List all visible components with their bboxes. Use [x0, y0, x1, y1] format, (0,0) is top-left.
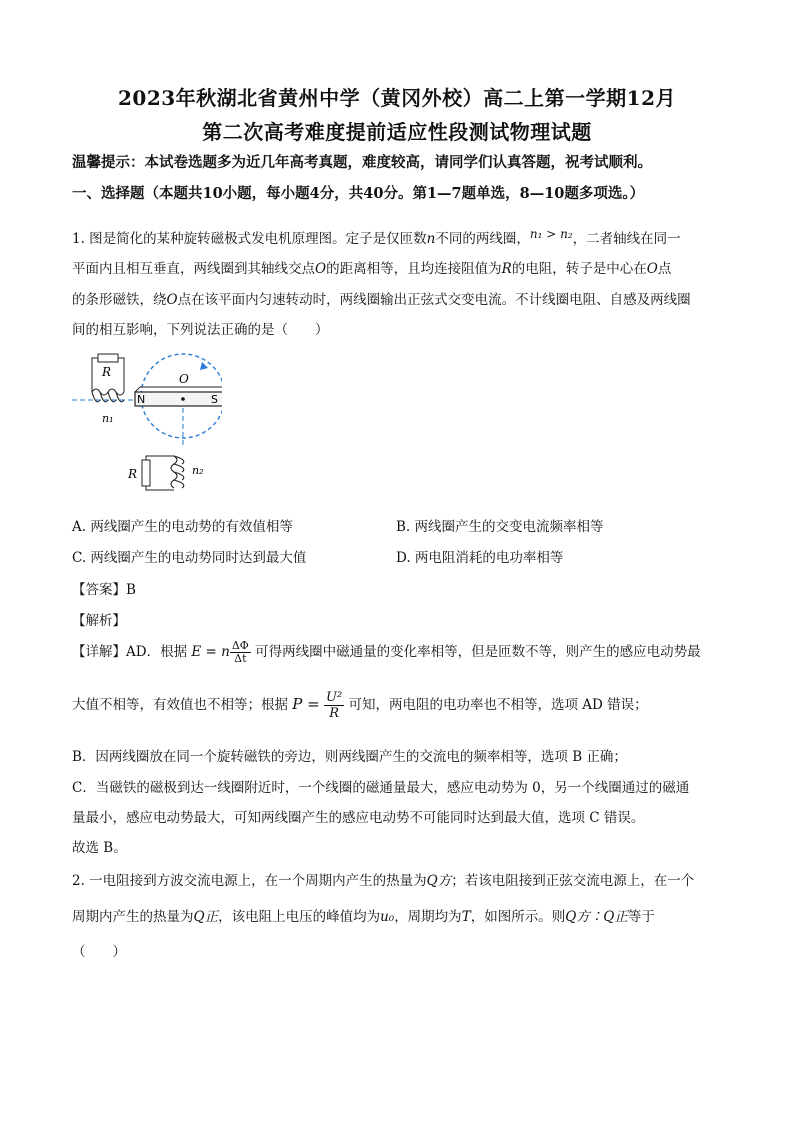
q1-relation: n₁ > n₂	[529, 227, 573, 241]
q1-var-o: O	[315, 261, 327, 277]
coil-n2	[171, 456, 184, 488]
label-n2: n₂	[192, 464, 204, 477]
q1-text: 的电阻，转子是中心在	[511, 261, 647, 277]
page-title-line1: 2023年秋湖北省黄州中学（黄冈外校）高二上第一学期12月	[118, 86, 676, 110]
formula-fraction	[324, 690, 344, 721]
resistor-r1	[98, 354, 118, 362]
q1-text: 1. 图是简化的某种旋转磁极式发电机原理图。定子是仅匝数	[72, 231, 427, 247]
fraction-denominator: Δt	[234, 652, 247, 665]
analysis-label: 【解析】	[72, 613, 126, 629]
generator-figure	[72, 348, 222, 498]
q1-text: 点在该平面内匀速转动时，两线圈输出正弦式交变电流。不计线圈电阻、自感及两线圈	[177, 292, 691, 308]
q1-text: 点	[657, 261, 672, 277]
magnet-pole-n: N	[137, 393, 146, 406]
fraction-numerator: U²	[326, 690, 343, 705]
q2-text: ，如图所示。则	[470, 909, 566, 925]
q1-line1	[72, 227, 681, 247]
q2-var-q-sine: Q正	[193, 909, 219, 925]
page-title-line2: 第二次高考难度提前适应性段测试物理试题	[202, 120, 592, 144]
exam-tip: 温馨提示：本试卷选题多为近几年高考真题，难度较高，请同学们认真答题，祝考试顺利。	[72, 154, 652, 171]
formula-power: P =	[292, 695, 320, 713]
magnet-pole-s: S	[211, 393, 218, 406]
detail-line2	[72, 690, 648, 721]
option-a: A. 两线圈产生的电动势的有效值相等	[72, 519, 293, 535]
q1-var-o: O	[646, 261, 658, 277]
detail-line4: C．当磁铁的磁极到达一线圈附近时，一个线圈的磁通量最大，感应电动势为 0，另一个线圈通过的磁通	[72, 780, 690, 796]
q1-var-r: R	[501, 261, 512, 277]
detail-line6: 故选 B。	[72, 840, 127, 856]
label-r1: R	[102, 365, 112, 379]
pivot-point	[181, 397, 185, 401]
detail-text: 可得两线圈中磁通量的变化率相等，但是匝数不等，则产生的感应电动势最	[255, 644, 701, 660]
q1-text: 不同的两线圈，	[435, 231, 530, 247]
q1-line4: 间的相互影响，下列说法正确的是（ ）	[72, 322, 329, 338]
detail-text: 可知，两电阻的电功率也不相等，选项 AD 错误；	[348, 697, 648, 713]
q2-line3: （ ）	[72, 944, 126, 960]
resistor-r2	[142, 460, 150, 486]
rotation-arrow-icon	[200, 362, 208, 370]
detail-line1	[72, 640, 701, 665]
label-n1: n₁	[102, 412, 114, 425]
option-d: D. 两电阻消耗的电功率相等	[396, 550, 564, 566]
q2-var-u0: u₀	[380, 909, 395, 925]
detail-text: 大值不相等，有效值也不相等；根据	[72, 697, 288, 713]
q1-var-o: O	[166, 292, 178, 308]
q2-line1	[72, 869, 694, 889]
q2-text: 等于	[627, 909, 655, 925]
q2-var-t: T	[461, 909, 471, 925]
q1-text: ，二者轴线在同一	[572, 231, 681, 247]
q2-var-q-square: Q方	[426, 873, 452, 889]
formula-emf: E = n	[191, 644, 230, 660]
label-o: O	[179, 372, 189, 386]
option-b: B. 两线圈产生的交变电流频率相等	[396, 519, 604, 535]
detail-line5: 量最小，感应电动势最大，可知两线圈产生的感应电动势不可能同时达到最大值，选项 C 错误。	[72, 810, 645, 826]
q2-line2	[72, 905, 655, 925]
q2-text: ，该电阻上电压的峰值均为	[218, 909, 381, 925]
q1-line2	[72, 257, 671, 277]
q1-text: 的条形磁铁，绕	[72, 292, 167, 308]
section-heading: 一、选择题（本题共10小题，每小题4分，共40分。第1—7题单选，8—10题多项选。）	[72, 185, 645, 202]
detail-text: 【详解】AD．根据	[72, 644, 188, 660]
answer-label: 【答案】B	[72, 582, 136, 598]
fraction-denominator: R	[329, 706, 340, 721]
q2-text: ，周期均为	[394, 909, 462, 925]
q2-text: ；若该电阻接到正弦交流电源上，在一个	[451, 873, 695, 889]
q1-text: 平面内且相互垂直，两线圈到其轴线交点	[72, 261, 315, 277]
q2-text: 2. 一电阻接到方波交流电源上，在一个周期内产生的热量为	[72, 873, 427, 889]
bar-magnet	[135, 392, 222, 406]
q1-line3	[72, 288, 691, 308]
q2-text: 周期内产生的热量为	[72, 909, 194, 925]
detail-line3: B．因两线圈放在同一个旋转磁铁的旁边，则两线圈产生的交流电的频率相等，选项 B 正确；	[72, 749, 627, 765]
label-r2: R	[128, 467, 138, 481]
fraction-numerator: ΔΦ	[231, 639, 249, 652]
q2-ratio: Q方∶Q正	[565, 909, 628, 925]
option-c: C. 两线圈产生的电动势同时达到最大值	[72, 550, 307, 566]
q1-text: 的距离相等，且均连接阻值为	[326, 261, 502, 277]
q1-var-n: n	[426, 231, 436, 247]
formula-fraction	[230, 640, 251, 665]
